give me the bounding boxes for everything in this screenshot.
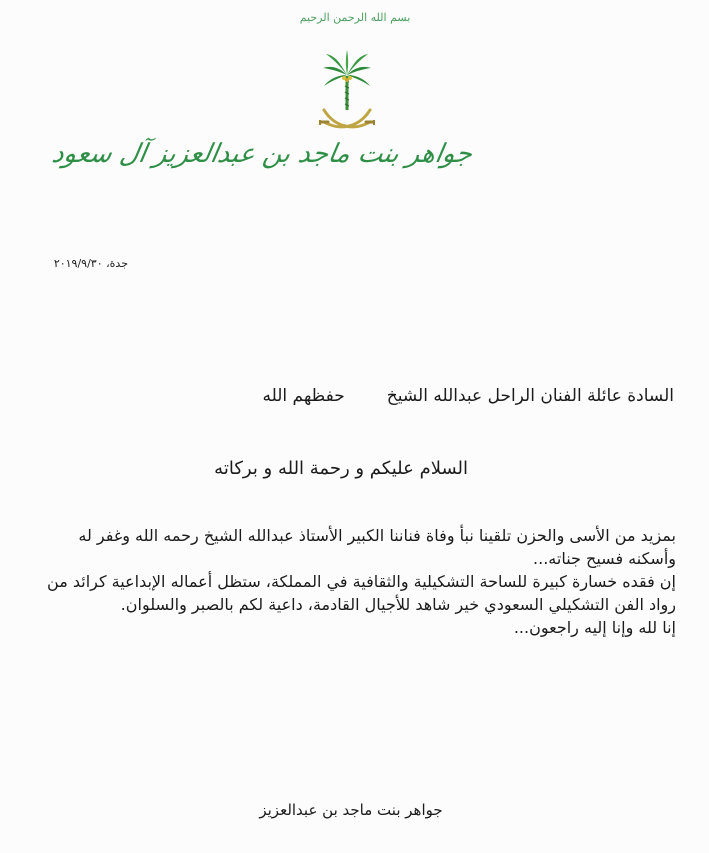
body-line: إنا لله وإنا إليه راجعون... [513, 618, 676, 637]
greeting-line: السلام عليكم و رحمة الله و بركاته [214, 458, 468, 479]
body-line: إن فقده خسارة كبيرة للساحة التشكيلية والثقافية في المملكة، ستظل أعماله الإبداعية كرائد من [47, 572, 676, 591]
recipient-name: السادة عائلة الفنان الراحل عبدالله الشيخ [386, 386, 674, 406]
body-line: وأسكنه فسيح جناته... [533, 549, 676, 568]
letterhead-name-calligraphy: جواهر بنت ماجد بن عبدالعزيز آل سعود [49, 139, 475, 169]
letter-date: جدة، ٢٠١٩/٩/٣٠ [53, 257, 128, 270]
recipient-blessing: حفظهم الله [262, 386, 345, 406]
recipient-line [262, 386, 674, 406]
basmala-calligraphy: بسم الله الرحمن الرحيم [299, 11, 411, 24]
palm-tree-crossed-swords-icon [318, 48, 376, 136]
body-line: بمزيد من الأسى والحزن تلقينا نبأ وفاة فناننا الكبير الأستاذ عبدالله الشيخ رحمه الله وغفر له [78, 526, 676, 545]
signature-line: جواهر بنت ماجد بن عبدالعزيز [259, 801, 443, 819]
letter-body [28, 524, 676, 639]
body-line: رواد الفن التشكيلي السعودي خير شاهد للأجيال القادمة، داعية لكم بالصبر والسلوان. [120, 595, 676, 614]
